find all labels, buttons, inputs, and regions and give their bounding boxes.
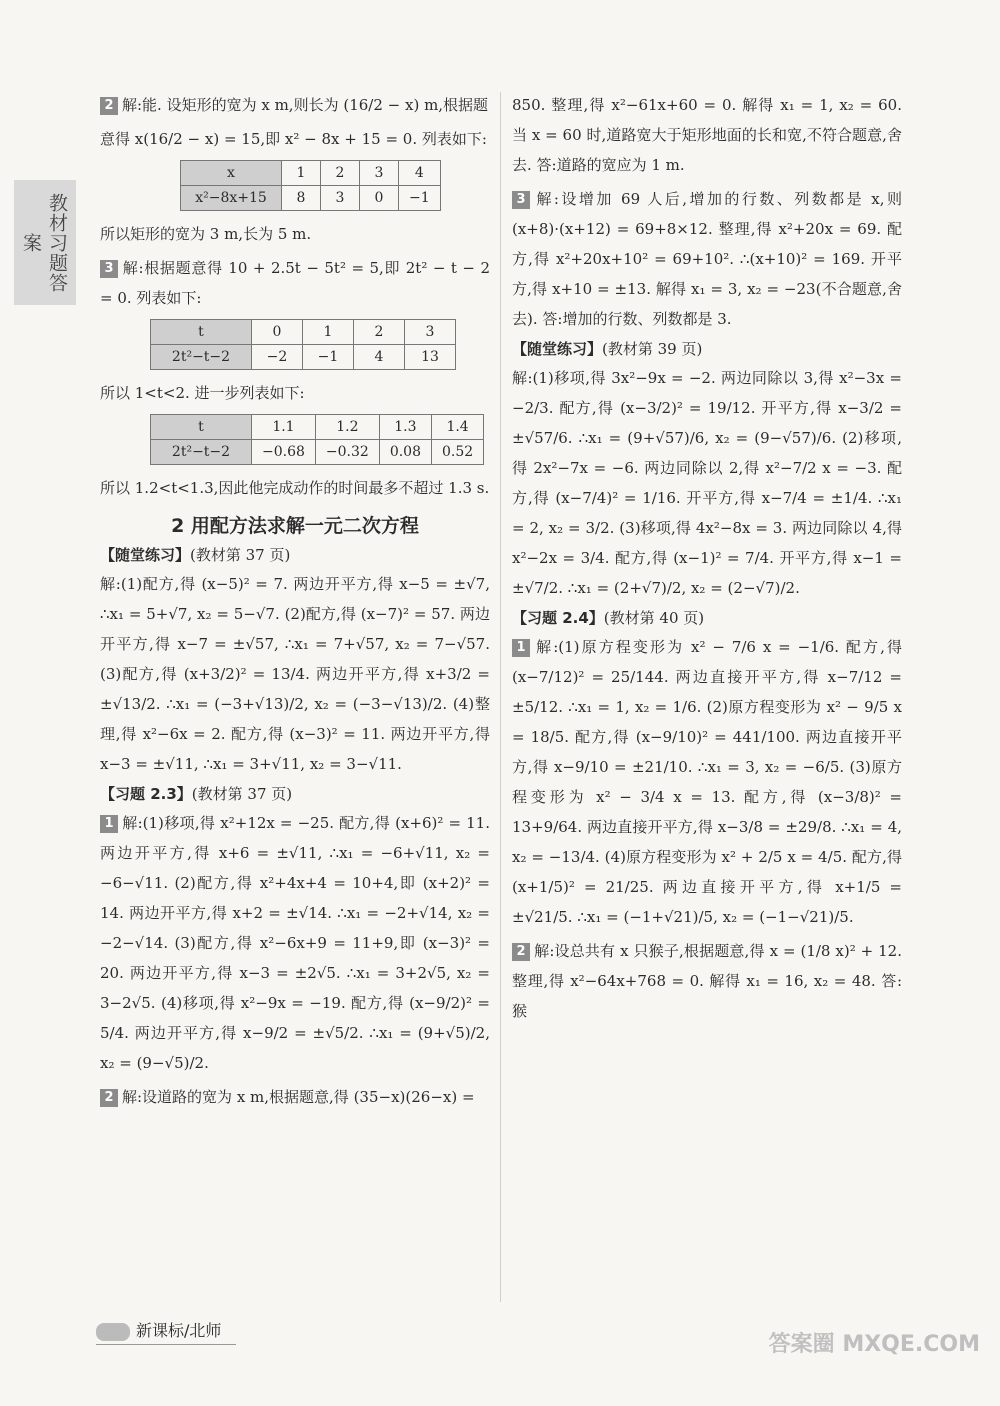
table-header-cell: x [181,161,282,186]
column-divider [500,92,501,1302]
table-cell: 0 [252,320,303,345]
table-x-values [180,160,441,211]
problem-number: 1 [512,639,530,657]
footer-tag-icon [96,1323,130,1341]
problem-number: 1 [100,815,118,833]
table-cell: 1.1 [252,415,316,440]
table-row [151,415,484,440]
table-row [181,161,441,186]
table-cell: −0.68 [252,440,316,465]
table-row [151,345,456,370]
section-heading: 【习题 2.4】(教材第 40 页) [512,609,705,627]
table-row [151,320,456,345]
exercise-3-answer: 3 解:设增加 69 人后,增加的行数、列数都是 x,则 (x+8)·(x+12) = 69+8×12. 整理,得 x²+20x = 69. 配方,得 x²+20x+10² = 69+10². ∴(x+10)² = 169. 开平方,得 x+10 = ±13. 解得 x₁ = 3, x₂ = −23(不合题意,舍去). 答:增加的行数、列数都是 3. [512,190,902,328]
problem-2-part-a: 2 解:能. 设矩形的宽为 x m,则长为 (16/2 − x) m,根据题 [100,90,490,120]
table-t-values [150,319,456,370]
table-cell: −2 [252,345,303,370]
left-column [100,90,490,1116]
table-cell: 1.4 [431,415,483,440]
table-cell: 2 [354,320,405,345]
problem-2-conclusion: 所以矩形的宽为 3 m,长为 5 m. [100,225,312,243]
table-cell: 1.2 [315,415,379,440]
footer-label: 新课标/北师 [96,1318,221,1341]
table-header-cell: t [151,320,252,345]
table-cell: −1 [303,345,354,370]
table-row [151,440,484,465]
exercise-2-answer: 2 解:设总共有 x 只猴子,根据题意,得 x = (1/8 x)² + 12. 整理,得 x²−64x+768 = 0. 解得 x₁ = 16, x₂ = 48. 答:猴 [512,942,902,1020]
table-cell: 1 [303,320,354,345]
problem-3-part-a: 3 解:根据题意得 10 + 2.5t − 5t² = 5,即 2t² − t − 2 = 0. 列表如下: [100,259,490,307]
table-t-refined [150,414,484,465]
exercise-1-answer: 1 解:(1)原方程变形为 x² − 7/6 x = −1/6. 配方,得 (x−7/12)² = 25/144. 两边直接开平方,得 x−7/12 = ±5/12. ∴x₁ = 1, x₂ = 1/6. (2)原方程变形为 x² − 9/5 x = 18/5. 配方,得 (x−9/10)² = 441/100. 两边直接开平方,得 x−9/10 = ±21/10. ∴x₁ = 3, x₂ = −6/5. (3)原方程变形为 x² − 3/4 x = 13. 配方,得 (x−3/8)² = 13+9/64. 两边直接开平方,得 x−3/8 = ±29/8. ∴x₁ = 4, x₂ = −13/4. (4)原方程变形为 x² + 2/5 x = 4/5. 配方,得 (x+1/5)² = 21/25. 两边直接开平方,得 x+1/5 = ±√21/5. ∴x₁ = (−1+√21)/5, x₂ = (−1−√21)/5. [512,638,902,926]
section-title: 2 用配方法求解一元二次方程 [171,515,419,537]
footer-rule [96,1344,236,1345]
problem-number: 2 [100,97,118,115]
table-cell: 3 [405,320,456,345]
table-cell: 8 [282,186,321,211]
table-cell: 4 [354,345,405,370]
table-cell: 3 [321,186,360,211]
table-cell: −1 [399,186,441,211]
table-cell: 0.52 [431,440,483,465]
problem-2-part-b: 意得 x(16/2 − x) = 15,即 x² − 8x + 15 = 0. 列表如下: [100,130,487,148]
table-header-cell: t [151,415,252,440]
table-cell: 1 [282,161,321,186]
table-cell: 2 [321,161,360,186]
section-heading: 【习题 2.3】(教材第 37 页) [100,785,293,803]
table-row [181,186,441,211]
table-header-cell: 2t²−t−2 [151,440,252,465]
problem-number: 3 [512,191,530,209]
exercise-1-answer: 1 解:(1)移项,得 x²+12x = −25. 配方,得 (x+6)² = 11. 两边开平方,得 x+6 = ±√11, ∴x₁ = −6+√11, x₂ = −6−√11. (2)配方,得 x²+4x+4 = 10+4,即 (x+2)² = 14. 两边开平方,得 x+2 = ±√14. ∴x₁ = −2+√14, x₂ = −2−√14. (3)配方,得 x²−6x+9 = 11+9,即 (x−3)² = 20. 两边开平方,得 x−3 = ±2√5. ∴x₁ = 3+2√5, x₂ = 3−2√5. (4)移项,得 x²−9x = −19. 配方,得 (x−9/2)² = 5/4. 两边开平方,得 x−9/2 = ±√5/2. ∴x₁ = (9+√5)/2, x₂ = (9−√5)/2. [100,814,490,1072]
table-cell: 0.08 [379,440,431,465]
section-heading: 【随堂练习】(教材第 39 页) [512,340,703,358]
watermark-logo: 答案圈 MXQE.COM [768,1332,980,1357]
classroom-exercise-answer: 解:(1)移项,得 3x²−9x = −2. 两边同除以 3,得 x²−3x = −2/3. 配方,得 (x−3/2)² = 19/12. 开平方,得 x−3/2 = ±√57/6. ∴x₁ = (9+√57)/6, x₂ = (9−√57)/6. (2)移项,得 2x²−7x = −6. 两边同除以 2,得 x²−7/2 x = −3. 配方,得 (x−7/4)² = 1/16. 开平方,得 x−7/4 = ±1/4. ∴x₁ = 2, x₂ = 3/2. (3)移项,得 4x²−8x = 3. 两边同除以 4,得 x²−2x = 3/4. 配方,得 (x−1)² = 7/4. 开平方,得 x−1 = ±√7/2. ∴x₁ = (2+√7)/2, x₂ = (2−√7)/2. [512,369,902,597]
problem-number: 2 [512,943,530,961]
problem-3-part-b: 所以 1<t<2. 进一步列表如下: [100,384,305,402]
table-cell: 4 [399,161,441,186]
problem-number: 3 [100,260,118,278]
right-column [512,90,902,1030]
table-cell: 3 [360,161,399,186]
problem-3-conclusion: 所以 1.2<t<1.3,因此他完成动作的时间最多不超过 1.3 s. [100,479,490,497]
exercise-2-answer: 2 解:设道路的宽为 x m,根据题意,得 (35−x)(26−x) = [100,1082,490,1112]
table-cell: 0 [360,186,399,211]
section-heading: 【随堂练习】(教材第 37 页) [100,546,291,564]
classroom-exercise-answer: 解:(1)配方,得 (x−5)² = 7. 两边开平方,得 x−5 = ±√7, ∴x₁ = 5+√7, x₂ = 5−√7. (2)配方,得 (x−7)² = 57. 两边开平方,得 x−7 = ±√57, ∴x₁ = 7+√57, x₂ = 7−√57. (3)配方,得 (x+3/2)² = 13/4. 两边开平方,得 x+3/2 = ±√13/2. ∴x₁ = (−3+√13)/2, x₂ = (−3−√13)/2. (4)整理,得 x²−6x = 2. 配方,得 (x−3)² = 11. 两边开平方,得 x−3 = ±√11, ∴x₁ = 3+√11, x₂ = 3−√11. [100,575,490,773]
exercise-2-continued: 850. 整理,得 x²−61x+60 = 0. 解得 x₁ = 1, x₂ = 60. 当 x = 60 时,道路宽大于矩形地面的长和宽,不符合题意,舍去. 答:道路的宽应为 1 m. [512,96,902,174]
table-header-cell: 2t²−t−2 [151,345,252,370]
side-tab-textbook-answers: 教材习题答案 [14,180,76,305]
table-cell: 13 [405,345,456,370]
problem-number: 2 [100,1089,118,1107]
table-cell: 1.3 [379,415,431,440]
table-header-cell: x²−8x+15 [181,186,282,211]
table-cell: −0.32 [315,440,379,465]
